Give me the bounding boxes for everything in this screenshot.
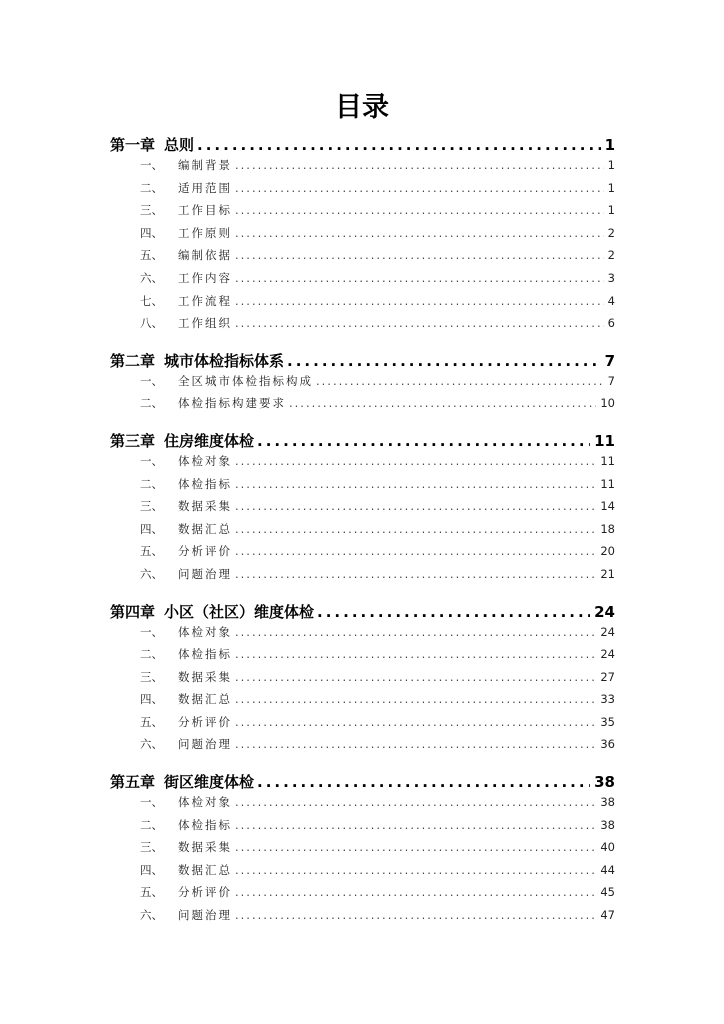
dot-leader <box>289 396 596 410</box>
section-number: 八、 <box>140 316 163 331</box>
toc-section-entry[interactable] <box>110 315 615 338</box>
section-title: 编制背景 <box>178 158 232 172</box>
section-number: 四、 <box>140 521 163 536</box>
section-title: 工作流程 <box>178 293 232 308</box>
section-title: 问题治理 <box>178 737 232 752</box>
chapter-title: 住房维度体检 <box>164 431 255 450</box>
toc-section-entry[interactable] <box>110 669 615 692</box>
section-number: 二、 <box>140 476 163 491</box>
toc-section-entry[interactable] <box>110 498 615 521</box>
section-page-number: 36 <box>600 737 615 752</box>
chapter-title: 总则 <box>164 136 195 154</box>
chapter-number: 第五章 <box>110 773 156 792</box>
section-number: 一、 <box>140 373 163 388</box>
section-page-number: 44 <box>600 862 615 877</box>
section-title: 工作组织 <box>178 316 232 331</box>
dot-leader <box>235 692 596 706</box>
section-number: 四、 <box>140 862 163 877</box>
section-number: 一、 <box>140 158 163 172</box>
toc-section-entry[interactable] <box>110 884 615 907</box>
toc-section-entry[interactable] <box>110 453 615 476</box>
section-number: 六、 <box>140 270 163 285</box>
dot-leader <box>235 625 596 639</box>
section-title: 数据汇总 <box>178 521 232 536</box>
section-number: 一、 <box>140 453 163 468</box>
section-page-number: 1 <box>607 158 615 172</box>
section-title: 工作内容 <box>178 270 232 285</box>
section-page-number: 14 <box>600 499 615 514</box>
dot-leader <box>235 203 604 217</box>
chapter-title: 城市体检指标体系 <box>164 351 285 370</box>
toc-section-entry[interactable] <box>110 691 615 714</box>
dot-leader <box>235 226 604 240</box>
section-page-number: 7 <box>607 373 615 388</box>
chapter-number: 第一章 <box>110 136 156 154</box>
section-page-number: 24 <box>600 624 615 639</box>
section-page-number: 4 <box>607 293 615 308</box>
section-title: 分析评价 <box>178 544 232 559</box>
section-page-number: 38 <box>600 817 615 832</box>
section-number: 六、 <box>140 908 163 923</box>
toc-chapter-entry[interactable] <box>110 350 615 373</box>
section-page-number: 27 <box>600 669 615 684</box>
dot-leader <box>235 316 604 330</box>
toc-section-entry[interactable] <box>110 247 615 270</box>
section-number: 六、 <box>140 566 163 581</box>
section-title: 体检对象 <box>178 795 232 810</box>
section-page-number: 2 <box>607 225 615 240</box>
chapter-page-number: 11 <box>594 431 615 450</box>
section-number: 四、 <box>140 225 163 240</box>
section-page-number: 18 <box>600 521 615 536</box>
dot-leader <box>235 715 596 729</box>
chapter-title: 小区（社区）维度体检 <box>164 602 315 621</box>
section-page-number: 35 <box>600 714 615 729</box>
dot-leader <box>197 136 601 154</box>
dot-leader <box>287 352 601 370</box>
section-title: 问题治理 <box>178 566 232 581</box>
chapter-page-number: 7 <box>604 351 615 370</box>
dot-leader <box>235 477 596 491</box>
toc-chapter-entry[interactable] <box>110 771 615 794</box>
section-page-number: 45 <box>600 885 615 900</box>
dot-leader <box>235 863 596 877</box>
toc-section-entry[interactable] <box>110 373 615 396</box>
toc-section-entry[interactable] <box>110 180 615 203</box>
dot-leader <box>235 248 604 262</box>
section-title: 数据汇总 <box>178 862 232 877</box>
section-title: 分析评价 <box>178 714 232 729</box>
section-number: 二、 <box>140 817 163 832</box>
section-title: 体检对象 <box>178 624 232 639</box>
page-title: 目录 <box>335 92 389 123</box>
dot-leader <box>235 908 596 922</box>
section-number: 一、 <box>140 624 163 639</box>
section-page-number: 10 <box>600 396 615 411</box>
section-number: 五、 <box>140 248 163 263</box>
section-title: 数据采集 <box>178 499 232 514</box>
section-page-number: 3 <box>607 270 615 285</box>
section-title: 体检对象 <box>178 453 232 468</box>
chapter-page-number: 38 <box>594 773 615 792</box>
section-number: 三、 <box>140 840 163 855</box>
table-of-contents <box>110 134 615 930</box>
section-title: 数据汇总 <box>178 692 232 707</box>
section-number: 五、 <box>140 544 163 559</box>
section-title: 数据采集 <box>178 840 232 855</box>
dot-leader <box>235 271 604 285</box>
section-title: 编制依据 <box>178 248 232 263</box>
section-page-number: 11 <box>600 453 615 468</box>
toc-section-entry[interactable] <box>110 521 615 544</box>
section-number: 七、 <box>140 293 163 308</box>
dot-leader <box>235 795 596 809</box>
toc-section-entry[interactable] <box>110 646 615 669</box>
toc-section-entry[interactable] <box>110 839 615 862</box>
dot-leader <box>235 737 596 751</box>
toc-chapter-entry[interactable] <box>110 601 615 624</box>
toc-section-entry[interactable] <box>110 270 615 293</box>
toc-section-entry[interactable] <box>110 794 615 817</box>
section-page-number: 38 <box>600 795 615 810</box>
dot-leader <box>235 181 604 195</box>
section-title: 体检指标 <box>178 817 232 832</box>
section-number: 三、 <box>140 203 163 218</box>
chapter-number: 第四章 <box>110 602 156 621</box>
dot-leader <box>235 567 596 581</box>
toc-section-entry[interactable] <box>110 714 615 737</box>
toc-section-entry[interactable] <box>110 395 615 418</box>
toc-section-entry[interactable] <box>110 566 615 589</box>
dot-leader <box>317 603 590 621</box>
dot-leader <box>235 885 596 899</box>
section-number: 二、 <box>140 180 163 195</box>
dot-leader <box>235 647 596 661</box>
chapter-title: 街区维度体检 <box>164 773 255 792</box>
toc-chapter-entry[interactable] <box>110 134 615 157</box>
section-page-number: 1 <box>607 180 615 195</box>
toc-section-entry[interactable] <box>110 543 615 566</box>
section-title: 体检指标构建要求 <box>178 396 286 411</box>
section-number: 六、 <box>140 737 163 752</box>
dot-leader <box>235 522 596 536</box>
toc-section-entry[interactable] <box>110 476 615 499</box>
toc-section-entry[interactable] <box>110 817 615 840</box>
chapter-number: 第三章 <box>110 431 156 450</box>
section-title: 全区城市体检指标构成 <box>178 373 313 388</box>
dot-leader <box>235 818 596 832</box>
dot-leader <box>257 432 590 450</box>
toc-section-entry[interactable] <box>110 624 615 647</box>
section-page-number: 40 <box>600 840 615 855</box>
dot-leader <box>235 158 604 172</box>
section-number: 三、 <box>140 499 163 514</box>
toc-section-entry[interactable] <box>110 202 615 225</box>
dot-leader <box>235 294 604 308</box>
section-page-number: 6 <box>607 316 615 331</box>
section-number: 一、 <box>140 795 163 810</box>
section-title: 体检指标 <box>178 647 232 662</box>
toc-section-entry[interactable] <box>110 862 615 885</box>
section-page-number: 2 <box>607 248 615 263</box>
dot-leader <box>235 499 596 513</box>
section-title: 工作目标 <box>178 203 232 218</box>
section-page-number: 47 <box>600 908 615 923</box>
section-number: 二、 <box>140 647 163 662</box>
chapter-page-number: 24 <box>594 602 615 621</box>
section-title: 适用范围 <box>178 180 232 195</box>
toc-section-entry[interactable] <box>110 907 615 930</box>
chapter-page-number: 1 <box>604 136 615 154</box>
section-page-number: 24 <box>600 647 615 662</box>
section-number: 四、 <box>140 692 163 707</box>
toc-section-entry[interactable] <box>110 736 615 759</box>
section-title: 分析评价 <box>178 885 232 900</box>
section-title: 问题治理 <box>178 908 232 923</box>
section-page-number: 21 <box>600 566 615 581</box>
section-title: 工作原则 <box>178 225 232 240</box>
dot-leader <box>235 840 596 854</box>
section-page-number: 33 <box>600 692 615 707</box>
dot-leader <box>235 454 596 468</box>
chapter-number: 第二章 <box>110 351 156 370</box>
section-title: 体检指标 <box>178 476 232 491</box>
dot-leader <box>257 773 590 791</box>
dot-leader <box>235 544 596 558</box>
section-page-number: 1 <box>607 203 615 218</box>
section-number: 二、 <box>140 396 163 411</box>
toc-chapter-entry[interactable] <box>110 430 615 453</box>
section-number: 五、 <box>140 885 163 900</box>
toc-section-entry[interactable] <box>110 157 615 180</box>
section-number: 五、 <box>140 714 163 729</box>
dot-leader <box>235 670 596 684</box>
section-page-number: 11 <box>600 476 615 491</box>
dot-leader <box>316 374 604 388</box>
toc-section-entry[interactable] <box>110 293 615 316</box>
section-page-number: 20 <box>600 544 615 559</box>
section-number: 三、 <box>140 669 163 684</box>
section-title: 数据采集 <box>178 669 232 684</box>
toc-section-entry[interactable] <box>110 225 615 248</box>
